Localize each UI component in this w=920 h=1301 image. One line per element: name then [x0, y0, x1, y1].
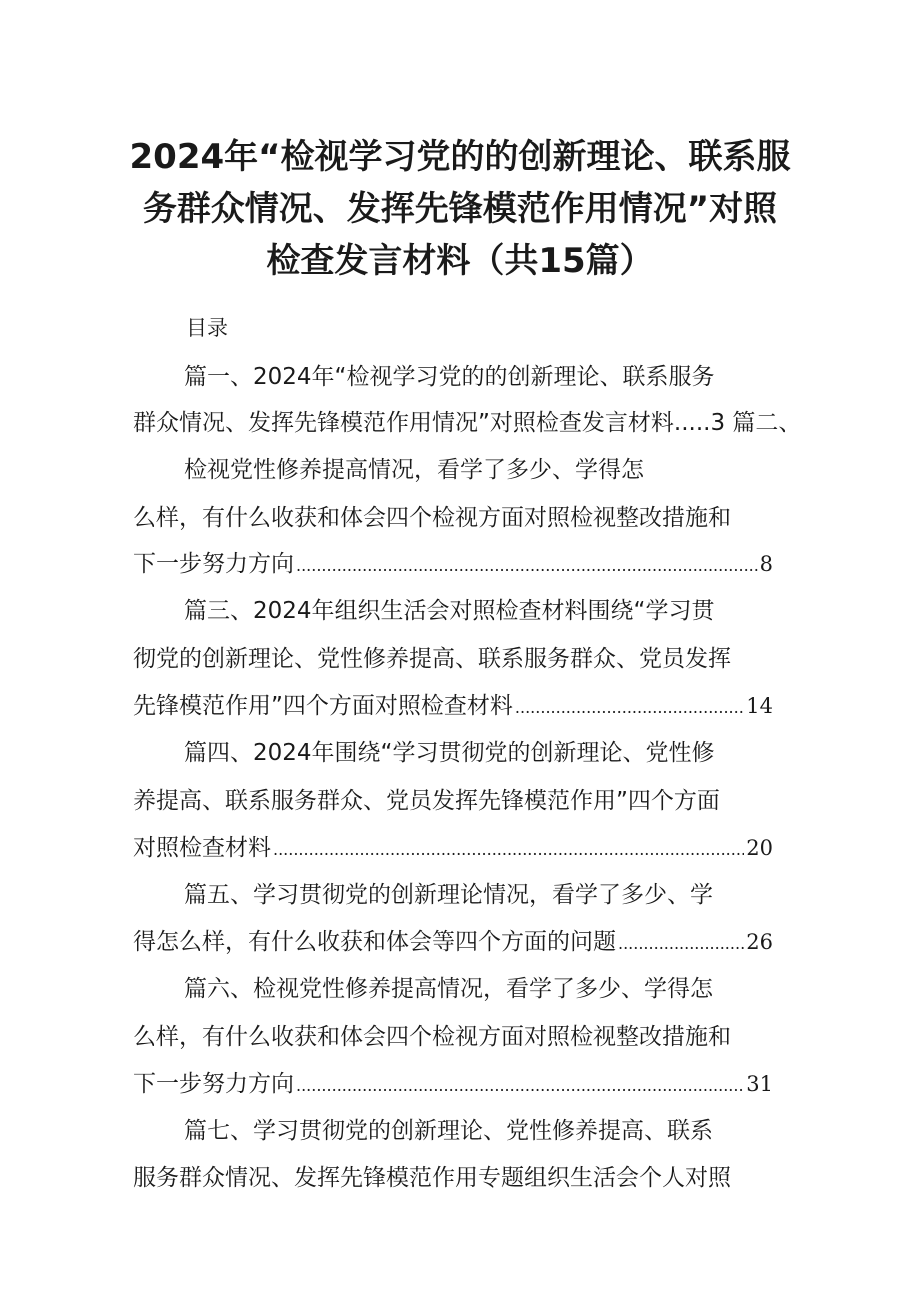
toc-entry-4-page: 20 — [746, 836, 773, 860]
toc-entry-3-text: 先锋模范作用”四个方面对照检查材料 — [133, 693, 513, 719]
toc-entry-7-line-1: 篇七、学习贯彻党的创新理论、党性修养提高、联系 — [184, 1118, 713, 1144]
toc-entry-2-line-1: 检视党性修养提高情况，看学了多少、学得怎 — [184, 457, 644, 483]
toc-heading: 目录 — [186, 316, 228, 340]
toc-entry-5-line-1: 篇五、学习贯彻党的创新理论情况，看学了多少、学 — [184, 882, 713, 908]
toc-entry-5-line-2 — [133, 927, 773, 959]
toc-entry-4-text: 对照检查材料 — [133, 835, 271, 861]
toc-entry-1-line-1: 篇一、2024年“检视学习党的的创新理论、联系服务 — [184, 364, 715, 390]
toc-leader-dots — [515, 693, 744, 723]
toc-entry-2-line-2: 么样，有什么收获和体会四个检视方面对照检视整改措施和 — [133, 505, 731, 531]
toc-entry-2-line-3 — [133, 549, 773, 581]
toc-entry-6-line-2: 么样，有什么收获和体会四个检视方面对照检视整改措施和 — [133, 1024, 731, 1050]
toc-entry-1-line-2: 群众情况、发挥先锋模范作用情况”对照检查发言材料.....3 篇二、 — [133, 410, 802, 436]
toc-leader-dots — [296, 551, 758, 581]
toc-entry-4-line-1: 篇四、2024年围绕“学习贯彻党的创新理论、党性修 — [184, 740, 715, 766]
toc-entry-4-line-3 — [133, 833, 773, 865]
document-title-line-3: 检查发言材料（共15篇） — [266, 241, 654, 281]
toc-entry-5-page: 26 — [746, 930, 773, 954]
toc-entry-6-line-1: 篇六、检视党性修养提高情况，看学了多少、学得怎 — [184, 976, 713, 1002]
toc-entry-3-line-2: 彻党的创新理论、党性修养提高、联系服务群众、党员发挥 — [133, 646, 731, 672]
toc-entry-3-page: 14 — [746, 694, 773, 718]
toc-entry-6-page: 31 — [746, 1072, 773, 1096]
toc-entry-3-line-3 — [133, 691, 773, 723]
toc-entry-2-text: 下一步努力方向 — [133, 551, 294, 577]
document-title-line-1: 2024年“检视学习党的的创新理论、联系服 — [129, 137, 791, 177]
toc-entry-7-line-2: 服务群众情况、发挥先锋模范作用专题组织生活会个人对照 — [133, 1165, 731, 1191]
toc-leader-dots — [618, 929, 744, 959]
toc-entry-6-text: 下一步努力方向 — [133, 1071, 294, 1097]
toc-leader-dots — [296, 1071, 744, 1101]
toc-entry-4-line-2: 养提高、联系服务群众、党员发挥先锋模范作用”四个方面 — [133, 788, 720, 814]
toc-leader-dots — [273, 835, 744, 865]
toc-entry-5-text: 得怎么样，有什么收获和体会等四个方面的问题 — [133, 929, 616, 955]
toc-entry-2-page: 8 — [759, 552, 773, 576]
toc-entry-6-line-3 — [133, 1069, 773, 1101]
document-title-line-2: 务群众情况、发挥先锋模范作用情况”对照 — [142, 189, 778, 229]
toc-entry-3-line-1: 篇三、2024年组织生活会对照检查材料围绕“学习贯 — [184, 598, 715, 624]
